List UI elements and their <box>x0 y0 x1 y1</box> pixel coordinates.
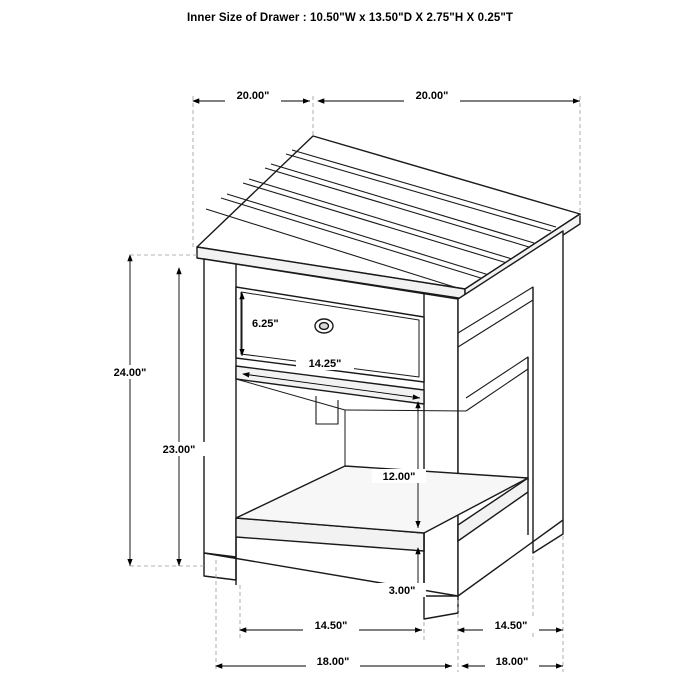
dim-shelf-clearance-label: 12.00" <box>382 471 416 483</box>
table-outline <box>197 136 580 619</box>
dim-top-left-label: 20.00" <box>236 90 270 102</box>
dim-top-right-label: 20.00" <box>415 90 449 102</box>
dim-bottom-left-label: 14.50" <box>314 620 348 632</box>
dim-drawer-height-label: 6.25" <box>252 318 279 330</box>
dim-bottom-right-label: 14.50" <box>494 620 528 632</box>
page-title: Inner Size of Drawer : 10.50"W x 13.50"D X 2.75"H X 0.25"T <box>186 12 514 24</box>
dim-base-left-label: 18.00" <box>316 656 350 668</box>
dim-body-height-label: 23.00" <box>162 444 196 456</box>
drawer-knob <box>315 319 333 333</box>
dim-base-right-label: 18.00" <box>495 656 529 668</box>
dim-drawer-width-label: 14.25" <box>308 358 342 370</box>
dim-leg-height-label: 3.00" <box>388 585 416 597</box>
dim-total-height-label: 24.00" <box>113 367 147 379</box>
